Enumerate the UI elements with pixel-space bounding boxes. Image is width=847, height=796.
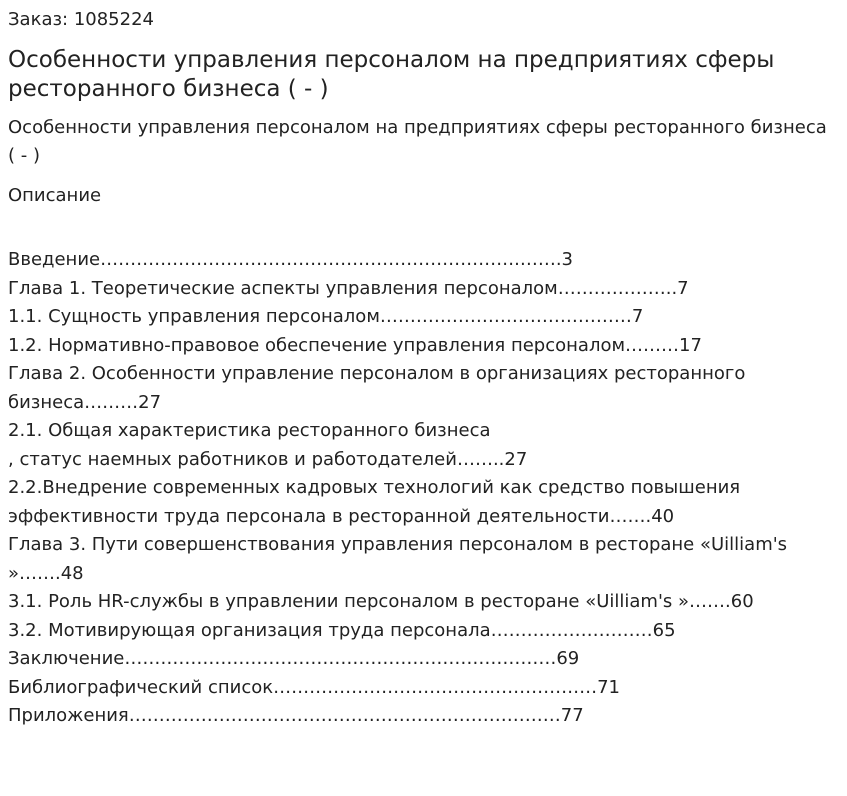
toc-line-1-2: 1.2. Нормативно-правовое обеспечение управления персоналом………17 [8, 334, 702, 356]
toc-line-chapter-1: Глава 1. Теоретические аспекты управления персоналом………………..7 [8, 277, 689, 299]
order-number: Заказ: 1085224 [8, 9, 154, 30]
page-title: Особенности управления персоналом на предприятиях сферы ресторанного бизнеса ( - ) [8, 47, 775, 102]
toc-line-3-2: 3.2. Мотивирующая организация труда персонала………………………65 [8, 619, 676, 641]
toc-line-chapter-2: Глава 2. Особенности управление персоналом в организациях ресторанного бизнеса………27 [8, 363, 746, 413]
toc-line-conclusion: Заключение………………………………………………………………69 [8, 648, 580, 669]
toc-line-2-2: 2.2.Внедрение современных кадровых технологий как средство повышения эффективности труда персонала в ресторанной деятельности…….40 [8, 477, 741, 527]
description-heading: Описание [8, 185, 102, 206]
page-subtitle: Особенности управления персоналом на предприятиях сферы ресторанного бизнеса ( - ) [8, 117, 827, 166]
toc-line-bibliography: Библиографический список………………………………………………71 [8, 676, 621, 698]
toc-line-2-1: 2.1. Общая характеристика ресторанного бизнеса [8, 420, 491, 441]
toc-line-1-1: 1.1. Сущность управления персоналом……………………………………7 [8, 306, 644, 327]
table-of-contents [8, 246, 839, 731]
toc-line-appendices: Приложения………………………………………………………………77 [8, 705, 584, 726]
toc-line-3-1: 3.1. Роль HR-службы в управлении персоналом в ресторане «Uilliam's »…….60 [8, 591, 754, 612]
toc-line-chapter-3: Глава 3. Пути совершенствования управления персоналом в ресторане «Uilliam's »…….48 [8, 534, 788, 584]
toc-line-2-1-continued: , статус наемных работников и работодателей……..27 [8, 448, 528, 470]
toc-line-introduction: Введение…………………………………………………………….…….3 [8, 249, 573, 270]
